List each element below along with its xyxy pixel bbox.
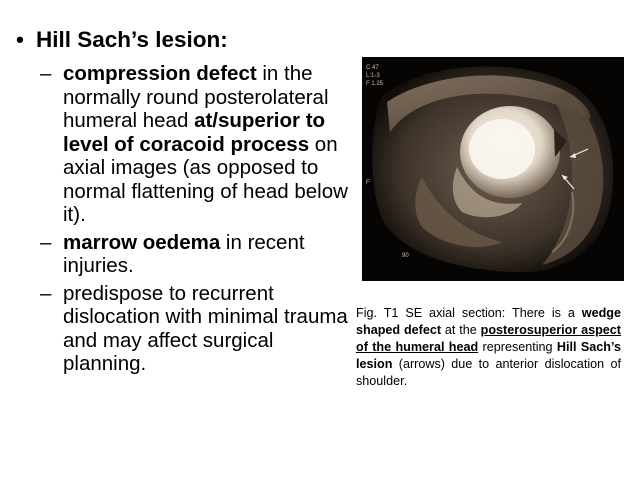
caption-text: at the <box>441 323 481 337</box>
emphasis-text: marrow oedema <box>63 230 221 254</box>
heading-text: Hill Sach’s lesion: <box>36 27 228 52</box>
mri-scan-figure <box>362 57 624 281</box>
sub-bullet-list <box>40 62 360 380</box>
sub-bullet-dash: – <box>40 230 52 254</box>
figure-caption <box>356 305 621 390</box>
body-text: predispose to recurrent dislocation with minimal trauma and may affect surgical planning. <box>63 281 348 375</box>
mri-label-bottom: 90 <box>402 253 409 259</box>
mri-axial-image <box>362 57 624 281</box>
emphasis-text: compression defect <box>63 62 257 85</box>
body-text: on axial images (as opposed to normal flattening of head below it). <box>63 132 348 226</box>
emphasis-text: at/superior to level of coracoid process <box>63 109 326 156</box>
sub-bullet-item <box>40 62 360 227</box>
mri-label-left: F <box>366 180 370 186</box>
sub-bullet-item <box>40 282 360 376</box>
sub-bullet-dash: – <box>40 281 52 305</box>
caption-emphasis: wedge shaped defect <box>356 306 621 337</box>
mri-label-right-3: F 1.25 <box>366 81 384 87</box>
mri-label-right-1: C 47 <box>366 65 379 71</box>
sub-bullet-item <box>40 231 360 278</box>
caption-underlined-text: posterosuperior aspect of the humeral head <box>356 323 621 354</box>
body-text: in recent injuries. <box>63 230 305 277</box>
caption-text: representing <box>478 340 557 354</box>
mri-label-right-2: L:1-3 <box>366 73 380 79</box>
sub-bullet-dash: – <box>40 62 52 85</box>
bullet-dot: • <box>16 27 24 52</box>
caption-emphasis: Hill Sach’s lesion <box>356 340 621 371</box>
body-text: in the normally round posterolateral humeral head <box>63 62 329 132</box>
slide-heading <box>16 26 228 54</box>
caption-text: Fig. T1 SE axial section: There is a <box>356 306 582 320</box>
caption-text: (arrows) due to anterior dislocation of shoulder. <box>356 357 621 388</box>
